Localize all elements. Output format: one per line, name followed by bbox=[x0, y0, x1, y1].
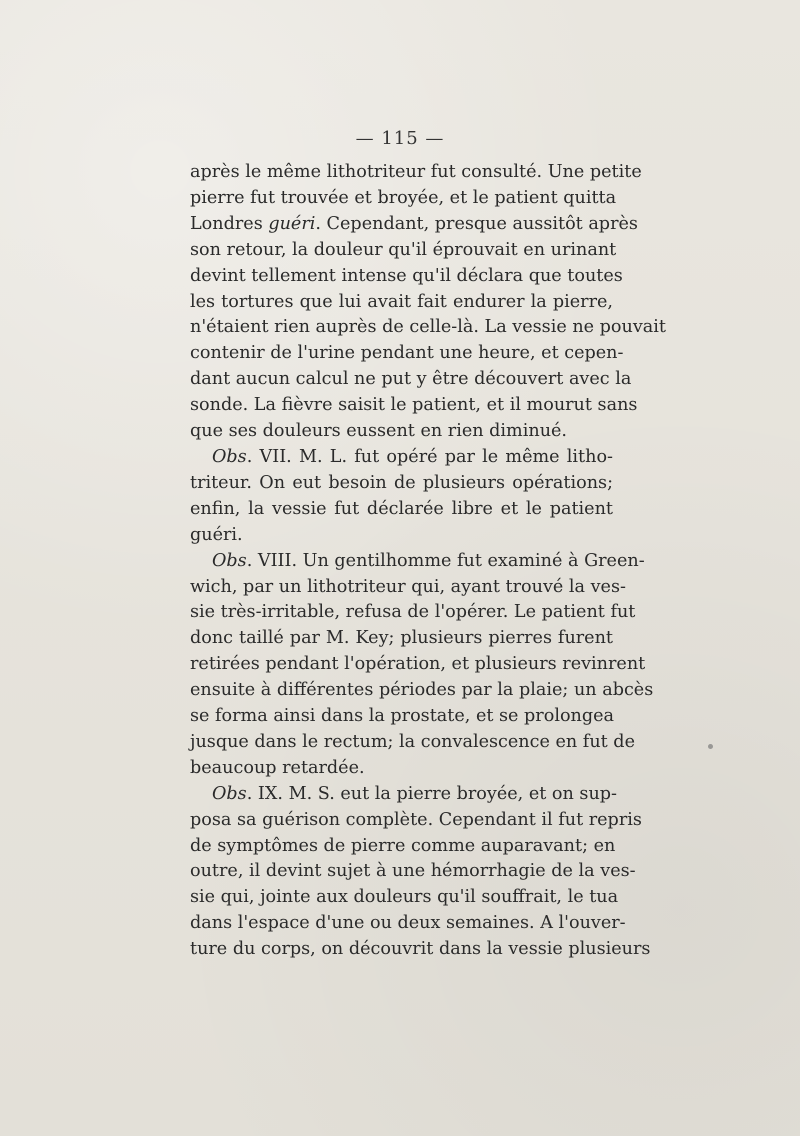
text-segment: sie très-irritable, refusa de l'opérer. Le patient fut bbox=[190, 602, 636, 623]
text-segment: triteur. On eut besoin de plusieurs opérations; bbox=[190, 472, 613, 493]
text-line bbox=[190, 471, 613, 497]
paper-speck bbox=[708, 744, 713, 749]
text-segment: posa sa guérison complète. Cependant il fut repris bbox=[190, 809, 642, 830]
page-number: — 115 — bbox=[355, 128, 445, 149]
text-segment: dans l'espace d'une ou deux semaines. A l'ouver- bbox=[190, 913, 626, 934]
text-line bbox=[190, 160, 642, 186]
text-line bbox=[190, 678, 654, 704]
text-segment: dant aucun calcul ne put y être découvert avec la bbox=[190, 369, 632, 390]
text-segment: . VIII. Un gentilhomme fut examiné à Green- bbox=[246, 550, 645, 571]
text-line bbox=[190, 859, 636, 885]
text-line bbox=[190, 393, 638, 419]
text-line bbox=[190, 186, 617, 212]
italic-text: Obs bbox=[212, 783, 247, 804]
text-segment: . Cependant, presque aussitôt après bbox=[315, 213, 638, 234]
text-line bbox=[190, 367, 632, 393]
text-segment: jusque dans le rectum; la convalescence en fut de bbox=[190, 731, 635, 752]
text-line bbox=[190, 445, 613, 471]
text-line bbox=[190, 575, 626, 601]
text-line bbox=[190, 264, 623, 290]
text-segment: n'étaient rien auprès de celle-là. La vessie ne pouvait bbox=[190, 317, 666, 338]
italic-text: Obs bbox=[212, 446, 247, 467]
text-segment: beaucoup retardée. bbox=[190, 757, 365, 778]
text-line bbox=[190, 834, 616, 860]
text-line bbox=[190, 626, 613, 652]
text-line bbox=[190, 600, 636, 626]
text-line bbox=[190, 419, 613, 445]
text-line bbox=[190, 911, 626, 937]
text-segment: son retour, la douleur qu'il éprouvait en urinant bbox=[190, 239, 617, 260]
text-segment: retirées pendant l'opération, et plusieurs revinrent bbox=[190, 654, 646, 675]
text-segment: guéri. bbox=[190, 524, 243, 545]
text-segment: que ses douleurs eussent en rien diminué. bbox=[190, 421, 568, 442]
text-line bbox=[190, 730, 635, 756]
text-segment: les tortures que lui avait fait endurer la pierre, bbox=[190, 291, 613, 312]
text-segment: . IX. M. S. eut la pierre broyée, et on sup- bbox=[246, 783, 617, 804]
text-segment: ture du corps, on découvrit dans la vessie plusieurs bbox=[190, 939, 651, 960]
text-segment: outre, il devint sujet à une hémorrhagie de la ves- bbox=[190, 861, 636, 882]
text-line bbox=[190, 238, 617, 264]
text-segment: wich, par un lithotriteur qui, ayant trouvé la ves- bbox=[190, 576, 626, 597]
text-segment: devint tellement intense qu'il déclara que toutes bbox=[190, 265, 623, 286]
text-line bbox=[190, 549, 645, 575]
text-line bbox=[190, 341, 624, 367]
text-segment: sie qui, jointe aux douleurs qu'il souffrait, le tua bbox=[190, 887, 619, 908]
italic-text: guéri bbox=[268, 213, 316, 234]
text-line bbox=[190, 808, 642, 834]
text-line bbox=[190, 290, 613, 316]
text-line bbox=[190, 212, 638, 238]
text-line bbox=[190, 937, 651, 963]
italic-text: Obs bbox=[212, 550, 247, 571]
text-segment: Londres bbox=[190, 213, 269, 234]
text-line bbox=[190, 704, 613, 730]
text-line bbox=[190, 315, 666, 341]
text-segment: de symptômes de pierre comme auparavant; en bbox=[190, 835, 616, 856]
text-line bbox=[190, 782, 617, 808]
text-segment: enfin, la vessie fut déclarée libre et le patient bbox=[190, 498, 613, 519]
text-segment: se forma ainsi dans la prostate, et se prolongea bbox=[190, 706, 615, 727]
text-segment: ensuite à différentes périodes par la plaie; un abcès bbox=[190, 680, 654, 701]
text-segment: donc taillé par M. Key; plusieurs pierres furent bbox=[190, 628, 613, 649]
text-line bbox=[190, 756, 613, 782]
text-segment: sonde. La fièvre saisit le patient, et il mourut sans bbox=[190, 395, 638, 416]
text-segment: . VII. M. L. fut opéré par le même litho- bbox=[246, 446, 613, 467]
text-segment: contenir de l'urine pendant une heure, et cepen- bbox=[190, 343, 624, 364]
text-segment: pierre fut trouvée et broyée, et le patient quitta bbox=[190, 187, 617, 208]
text-line bbox=[190, 885, 619, 911]
body-text bbox=[190, 160, 666, 963]
text-segment: après le même lithotriteur fut consulté. Une petite bbox=[190, 162, 642, 182]
text-line bbox=[190, 497, 613, 523]
text-line bbox=[190, 652, 646, 678]
text-line bbox=[190, 523, 613, 549]
